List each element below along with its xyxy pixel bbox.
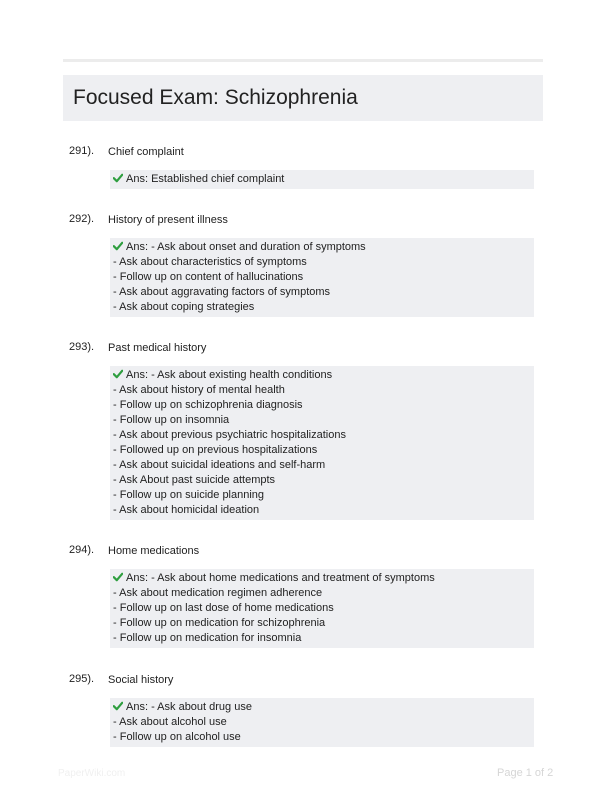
question-number: 291). <box>69 145 95 157</box>
answer-line: Ans: - Ask about onset and duration of symptoms <box>113 240 534 255</box>
page-number: Page 1 of 2 <box>497 767 554 779</box>
answer-box <box>110 366 534 520</box>
question-number: 294). <box>69 544 95 556</box>
answer-line: - Ask about history of mental health <box>113 384 285 396</box>
answer-line: Ans: - Ask about drug use <box>113 700 534 715</box>
answer-line: - Ask about previous psychiatric hospitalizations <box>113 429 346 441</box>
answer-line: Ans: - Ask about existing health conditions <box>113 368 534 383</box>
answer-line: - Follow up on alcohol use <box>113 731 241 743</box>
answer-line: - Follow up on last dose of home medications <box>113 602 334 614</box>
answer-line: - Follow up on medication for insomnia <box>113 632 302 644</box>
footer-watermark: PaperWiki.com <box>58 768 126 779</box>
question-number: 295). <box>69 673 95 685</box>
answer-line: - Ask about suicidal ideations and self-harm <box>113 459 326 471</box>
question-label: Past medical history <box>108 342 207 354</box>
answer-line: - Ask about medication regimen adherence <box>113 587 323 599</box>
question-label: Chief complaint <box>108 146 184 158</box>
answer-line: - Follow up on medication for schizophrenia <box>113 617 326 629</box>
answer-line: - Ask about aggravating factors of symptoms <box>113 286 331 298</box>
answer-line: - Follow up on schizophrenia diagnosis <box>113 399 303 411</box>
question-number: 293). <box>69 341 95 353</box>
checkmark-icon <box>113 701 123 711</box>
page-title: Focused Exam: Schizophrenia <box>73 86 358 109</box>
answer-line: Ans: Established chief complaint <box>113 172 534 187</box>
answer-box <box>110 238 534 317</box>
checkmark-icon <box>113 241 123 251</box>
question-label: Home medications <box>108 545 200 557</box>
question-label: Social history <box>108 674 174 686</box>
answer-line: - Ask about homicidal ideation <box>113 504 260 516</box>
checkmark-icon <box>113 369 123 379</box>
answer-line: - Ask about alcohol use <box>113 716 227 728</box>
answer-line: - Ask about characteristics of symptoms <box>113 256 307 268</box>
answer-line: - Follow up on suicide planning <box>113 489 265 501</box>
answer-line: - Follow up on content of hallucinations <box>113 271 304 283</box>
answer-line: - Ask about coping strategies <box>113 301 255 313</box>
checkmark-icon <box>113 173 123 183</box>
top-divider <box>63 59 543 62</box>
answer-line: - Follow up on insomnia <box>113 414 230 426</box>
answer-box <box>110 569 534 648</box>
answer-line: Ans: - Ask about home medications and treatment of symptoms <box>113 571 534 586</box>
answer-line: - Followed up on previous hospitalizations <box>113 444 318 456</box>
question-label: History of present illness <box>108 214 228 226</box>
title-bar <box>63 75 543 121</box>
answer-box <box>110 698 534 747</box>
checkmark-icon <box>113 572 123 582</box>
answer-box <box>110 170 534 189</box>
answer-line: - Ask About past suicide attempts <box>113 474 276 486</box>
question-number: 292). <box>69 213 95 225</box>
